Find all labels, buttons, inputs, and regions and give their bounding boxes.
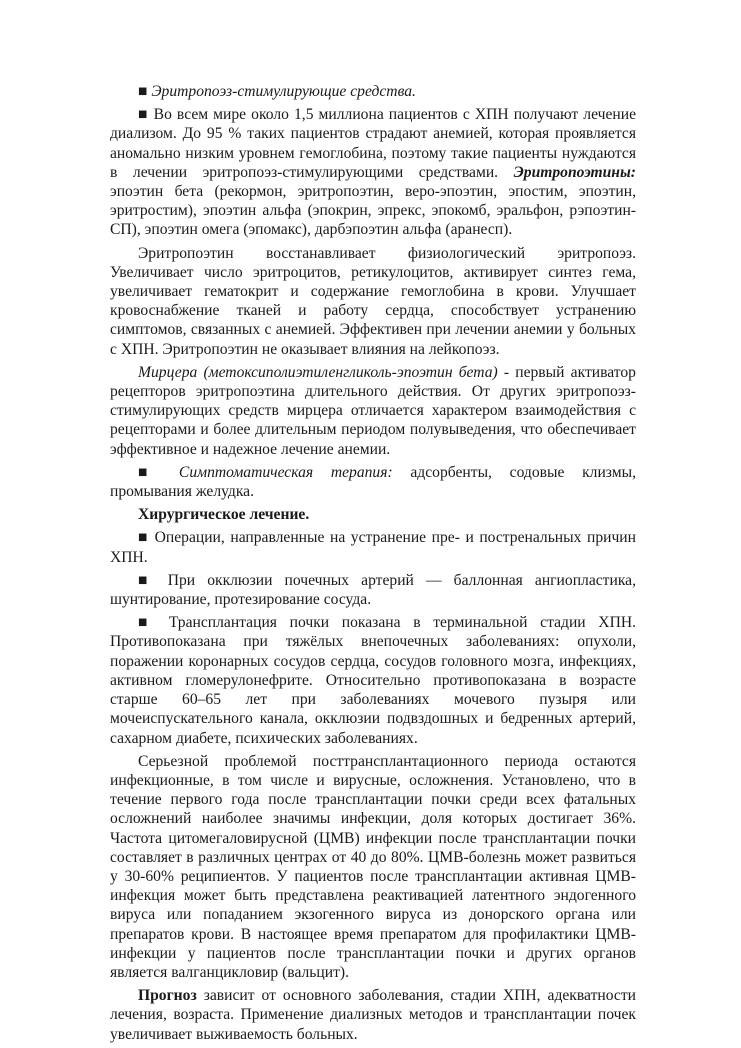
paragraph-post-transplant-infections: Серьезной проблемой посттрансплантационного периода остаются инфекционные, в том числе и вирусные, осложнения. Установлено, что в течение первого года после трансплантации почки среди всех фатальных осложнений наиболее значимы инфекции, доля которых достигает 36%. Частота цитомегаловирусной (ЦМВ) инфекции после трансплантации почки составляет в различных центрах от 40 до 80%. ЦМВ-болезнь может развиться у 30-60% реципиентов. У пациентов после трансплантации активная ЦМВ-инфекция может быть представлена реактивацией латентного эндогенного вируса или попаданием экзогенного вируса из донорского органа или препаратов крови. В настоящее время препаратом для профилактики ЦМВ-инфекции у пациентов после трансплантации почки и других органов является валганцикловир (вальцит).	[110, 752, 636, 981]
term-erythropoietins: Эритропоэтины:	[513, 163, 636, 181]
heading-text: Хирургическое лечение.	[138, 506, 310, 524]
paragraph-text-rest: зависит от основного заболевания, стадии ХПН, адекватности лечения, возраста. Применение диализных методов и трансплантации почек увеличивает выживаемость больных.	[110, 987, 636, 1043]
list-item-operations	[110, 528, 636, 566]
paragraph-text: Во всем мире около 1,5 миллиона пациентов с ХПН получают лечение диализом. До 95 % таких пациентов страдают анемией, которая проявляется аномально низким уровнем гемоглобина, поэтому такие пациенты нуждаются в лечении эритропоэз-стимулирующими средствами.	[110, 106, 637, 181]
list-item-text: Трансплантация почки показана в терминальной стадии ХПН. Противопоказана при тяжёлых внепочечных заболеваниях: опухоли, поражении коронарных сосудов сердца, сосудов головного мозга, инфекциях, активном гломерулонефрите. Относительно противопоказана в возрасте старше 60–65 лет при заболеваниях мочевого пузыря или мочеиспускательного канала, окклюзии подвздошных и бедренных артерий, сахарном диабете, психических заболеваниях.	[110, 614, 636, 747]
term-prognosis: Прогноз	[138, 987, 197, 1005]
paragraph-dialysis-anemia	[110, 105, 636, 239]
paragraph-erythropoietin-effect: Эритропоэтин восстанавливает физиологический эритропоэз. Увеличивает число эритроцитов, ретикулоцитов, активирует синтез гема, увеличивает гематокрит и содержание гемоглобина в крови. Улучшает кровоснабжение тканей и работу сердца, способствует устранению симптомов, связанных с анемией. Эффективен при лечении анемии у больных с ХПН. Эритропоэтин не оказывает влияния на лейкопоэз.	[110, 244, 636, 358]
section-title-erythropoiesis	[110, 82, 636, 101]
paragraph-text-rest: адсорбенты, содовые клизмы, промывания желудка.	[110, 463, 636, 501]
list-item-text: Операции, направленные на устранение пре- и постренальных причин ХПН.	[110, 529, 636, 566]
bullet-icon: ■	[138, 614, 157, 632]
term-symptomatic-therapy: Симптоматическая терапия:	[178, 463, 393, 481]
term-mircera: Мирцера (метоксиполиэтиленгликоль-эпоэтин бета)	[138, 363, 498, 381]
bullet-icon: ■	[138, 106, 149, 124]
paragraph-text-rest: - первый активатор рецепторов эритропоэтина длительного действия. От других эритропоэз-стимулирующих средств мирцера отличается характером взаимодействия с рецепторами и более длительным периодом полувыведения, что обеспечивает эффективное и надежное лечение анемии.	[110, 363, 636, 458]
document-page	[110, 82, 636, 1048]
paragraph-symptomatic-therapy	[110, 463, 636, 501]
heading-surgical-treatment	[110, 505, 636, 524]
section-title-text: Эритропоэз-стимулирующие средства.	[151, 83, 416, 100]
bullet-icon: ■	[138, 529, 150, 547]
bullet-icon: ■	[138, 463, 162, 481]
list-item-transplantation	[110, 613, 636, 747]
list-item-occlusion	[110, 571, 636, 609]
paragraph-mircera	[110, 363, 636, 459]
bullet-icon: ■	[138, 571, 156, 589]
paragraph-prognosis	[110, 986, 636, 1044]
paragraph-text-rest: эпоэтин бета (рекормон, эритропоэтин, веро-эпоэтин, эпостим, эпоэтин, эритростим), эпоэтин альфа (эпокрин, эпрекс, эпокомб, эральфон, рэпоэтин-СП), эпоэтин омега (эпомакс), дарбэпоэтин альфа (аранесп).	[110, 183, 636, 239]
list-item-text: При окклюзии почечных артерий — баллонная ангиопластика, шунтирование, протезирование сосуда.	[110, 571, 636, 609]
bullet-icon: ■	[138, 83, 148, 100]
